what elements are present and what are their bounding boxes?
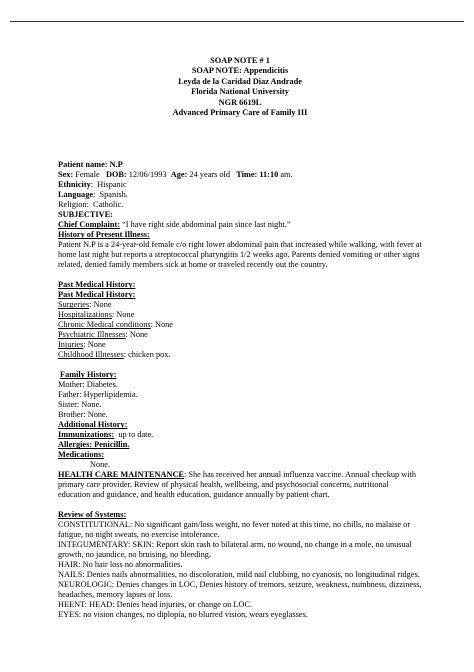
pmh-subheading: Past Medical History: <box>58 290 136 300</box>
subjective-heading: SUBJECTIVE: <box>58 210 113 220</box>
ros-constitutional: CONSTITUTIONAL: No significant gain/loss weight, no fever noted at this time, no chills, no malaise or fatigue, no night sweats, no exercise intolerance. <box>58 520 411 540</box>
ros-eyes: EYES: no vision changes, no diplopia, no blurred vision, wears eyeglasses. <box>58 610 308 620</box>
top-rule <box>10 21 464 22</box>
patient-language: Language: Spanish. <box>58 190 128 200</box>
hpi-heading: History of Present Illness: <box>58 230 150 240</box>
pmh-item: Childhood Illnesses: chicken pox. <box>58 350 171 360</box>
family-sister: Sister: None. <box>58 400 102 410</box>
course-name: Advanced Primary Care of Family III <box>172 108 308 118</box>
additional-history-heading: Additional History: <box>58 420 128 430</box>
pmh-item: Injuries: None <box>58 340 106 350</box>
hpi-text: Patient N.P is a 24-year-old female c/o right lower abdominal pain that increased while walking, with fever at home last night but reports a streptococcal pharyngitis 1/2 weeks ago. Parents denied vomiting or other signs related, denied family members sick at home or traveled recently out the country. <box>58 240 422 270</box>
ros-heading: Review of Systems: <box>58 510 127 520</box>
document-page <box>58 56 422 620</box>
pmh-item: Surgeries: None <box>58 300 112 310</box>
family-brother: Brother: None. <box>58 410 108 420</box>
family-father: Father: Hyperlipidemia. <box>58 390 138 400</box>
health-care-maintenance: HEALTH CARE MAINTENANCE: She has received her annual influenza vaccine. Annual checkup with primary care provider. Review of physical health, wellbeing, and psychosocial concerns, nutritional education and guidance, and health education, guidance annually by patient chart. <box>58 470 417 500</box>
ros-neurologic: NEUROLOGIC: Denies changes in LOC, Denies history of tremors, seizure, weakness, numbness, dizziness, headaches, memory lapses or loss. <box>58 580 422 600</box>
patient-demographics: Sex: Female DOB: 12/06/1993 Age: 24 years old Time: 11:10 am. <box>58 170 293 180</box>
patient-ethnicity: Ethnicity: Hispanic <box>58 180 127 190</box>
patient-name: Patient name: N.P <box>58 160 123 170</box>
title-block <box>58 56 422 118</box>
doc-subtitle: SOAP NOTE: Appendicitis <box>191 66 289 76</box>
pmh-item: Psychiatric Illnesses: None <box>58 330 148 340</box>
allergies: Allergies: Penicillin. <box>58 440 130 450</box>
ros-nails: NAILS: Denies nails abnormalities, no discoloration, mild nail clubbing, no cyanosis, no longitudinal ridges. <box>58 570 420 580</box>
author-name: Leyda de la Caridad Diaz Andrade <box>178 76 302 86</box>
medications-heading: Medications: <box>58 450 105 460</box>
chief-complaint: Chief Complaint: “I have right side abdominal pain since last night.” <box>58 220 291 230</box>
course-code: NGR 6619L <box>218 97 262 107</box>
patient-religion: Religion: Catholic. <box>58 200 124 210</box>
pmh-item: Hospitalizations: None <box>58 310 135 320</box>
ros-integumentary: INTEGUMENTARY: SKIN: Report skin rash to bilateral arm, no wound, no change in a mole, no unusual growth, no jaundice, no bruising, no bleeding. <box>58 540 412 560</box>
pmh-item: Chronic Medical conditions: None <box>58 320 173 330</box>
family-history-heading: Family History: <box>60 370 117 380</box>
immunizations: Immunizations: up to date. <box>58 430 154 440</box>
doc-title: SOAP NOTE # 1 <box>210 56 270 65</box>
pmh-heading: Past Medical History: <box>58 280 136 290</box>
ros-heent: HEENT: HEAD: Denies head injuries, or change on LOC. <box>58 600 253 610</box>
medications-value: None. <box>90 460 111 470</box>
university-name: Florida National University <box>191 87 289 97</box>
family-mother: Mother: Diabetes. <box>58 380 118 390</box>
ros-hair: HAIR: No hair loss no abnormalities. <box>58 560 183 570</box>
